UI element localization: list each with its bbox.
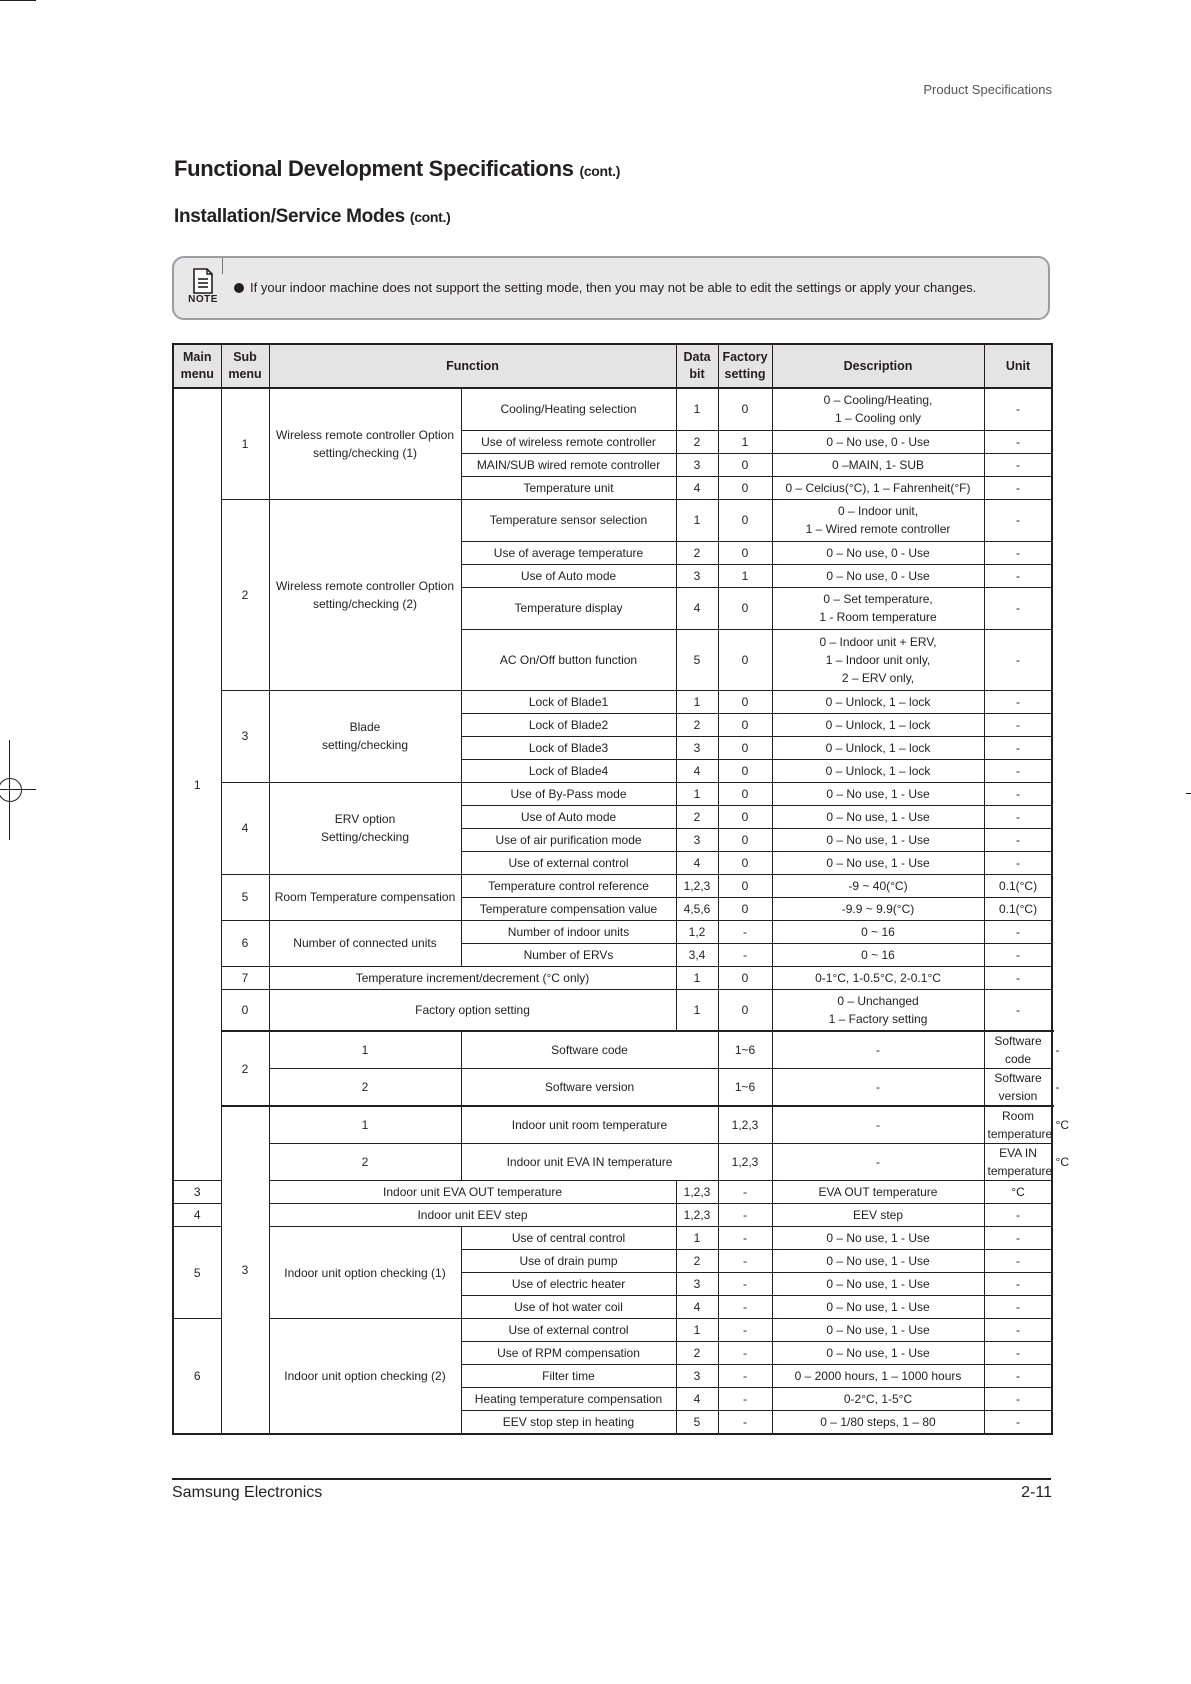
description-cell: 0 – No use, 1 - Use (772, 1227, 984, 1250)
header-data-bit: Data bit (676, 344, 718, 388)
data-bit-cell: 1~6 (718, 1031, 772, 1069)
description-cell: 0 – No use, 1 - Use (772, 851, 984, 874)
function-group-cell: Indoor unit option checking (2) (269, 1319, 461, 1434)
description-cell: EVA IN temperature (984, 1144, 1052, 1181)
factory-setting-cell: 0 (718, 966, 772, 989)
table-row (173, 1227, 1052, 1250)
data-bit-cell: 2 (676, 1342, 718, 1365)
data-bit-cell: 4 (676, 759, 718, 782)
table-row (173, 1204, 1052, 1227)
page-title-text: Functional Development Specifications (174, 156, 574, 181)
unit-cell: - (984, 453, 1052, 476)
function-item-cell: Use of Auto mode (461, 564, 676, 587)
unit-cell: - (984, 851, 1052, 874)
data-bit-cell: 1,2,3 (718, 1106, 772, 1144)
description-cell: 0 – Unlock, 1 – lock (772, 690, 984, 713)
sub-menu-cell: 4 (173, 1204, 221, 1227)
unit-cell: - (984, 966, 1052, 989)
spec-table (172, 343, 1069, 1435)
unit-cell: - (984, 736, 1052, 759)
function-group-cell: Wireless remote controller Option setting/checking (1) (269, 388, 461, 499)
factory-setting-cell: 0 (718, 897, 772, 920)
factory-setting-cell: - (718, 1411, 772, 1434)
unit-cell: - (984, 1342, 1052, 1365)
description-cell: -9.9 ~ 9.9(°C) (772, 897, 984, 920)
header-unit: Unit (984, 344, 1052, 388)
data-bit-cell: 1 (676, 782, 718, 805)
table-row: 2 1 Software code 1~6 - Software code - (173, 1031, 1052, 1069)
table-row: 3 1 Indoor unit room temperature 1,2,3 - Room temperature °C (173, 1106, 1052, 1144)
unit-cell: - (984, 1227, 1052, 1250)
function-cell: Temperature increment/decrement (°C only) (269, 966, 676, 989)
description-cell: 0 – 2000 hours, 1 – 1000 hours (772, 1365, 984, 1388)
unit-cell: - (984, 782, 1052, 805)
sub-menu-cell: 1 (269, 1106, 461, 1144)
data-bit-cell: 3,4 (676, 943, 718, 966)
description-cell: 0 ~ 16 (772, 920, 984, 943)
function-item-cell: Use of average temperature (461, 541, 676, 564)
factory-setting-cell: 0 (718, 587, 772, 629)
sub-menu-cell: 6 (173, 1319, 221, 1434)
description-cell: 0 – No use, 0 - Use (772, 430, 984, 453)
function-item-cell: MAIN/SUB wired remote controller (461, 453, 676, 476)
factory-setting-cell: - (718, 1388, 772, 1411)
factory-setting-cell: 0 (718, 453, 772, 476)
description-cell: 0 – Celcius(°C), 1 – Fahrenheit(°F) (772, 476, 984, 499)
table-row (173, 1181, 1052, 1204)
function-cell: Indoor unit room temperature (461, 1106, 718, 1144)
factory-setting-cell: - (718, 1365, 772, 1388)
unit-cell: - (984, 920, 1052, 943)
main-menu-cell: 3 (221, 1106, 269, 1434)
sub-menu-cell: 2 (269, 1069, 461, 1107)
function-cell: Factory option setting (269, 989, 676, 1031)
data-bit-cell: 2 (676, 430, 718, 453)
sub-menu-cell: 7 (221, 966, 269, 989)
function-item-cell: Lock of Blade1 (461, 690, 676, 713)
data-bit-cell: 5 (676, 629, 718, 690)
unit-cell: - (984, 476, 1052, 499)
data-bit-cell: 1,2,3 (718, 1144, 772, 1181)
unit-cell: - (984, 1250, 1052, 1273)
section-title (174, 206, 451, 228)
registration-mark (0, 740, 36, 840)
description-cell: 0 –MAIN, 1- SUB (772, 453, 984, 476)
description-cell: Room temperature (984, 1106, 1052, 1144)
unit-cell: - (984, 1296, 1052, 1319)
unit-cell: - (984, 1273, 1052, 1296)
data-bit-cell: 4,5,6 (676, 897, 718, 920)
data-bit-cell: 2 (676, 713, 718, 736)
description-cell: 0 – Unlock, 1 – lock (772, 713, 984, 736)
unit-cell: - (984, 629, 1052, 690)
unit-cell: - (984, 587, 1052, 629)
data-bit-cell: 3 (676, 1365, 718, 1388)
header-description: Description (772, 344, 984, 388)
data-bit-cell: 4 (676, 1388, 718, 1411)
factory-setting-cell: 0 (718, 759, 772, 782)
function-item-cell: Number of indoor units (461, 920, 676, 943)
function-cell: Software code (461, 1031, 718, 1069)
table-header-row (173, 344, 1052, 388)
function-cell: Indoor unit EVA OUT temperature (269, 1181, 676, 1204)
function-item-cell: Use of Auto mode (461, 805, 676, 828)
description-cell (772, 499, 984, 541)
function-item-cell: Temperature unit (461, 476, 676, 499)
function-item-cell: Use of central control (461, 1227, 676, 1250)
factory-setting-cell: - (772, 1031, 984, 1069)
function-item-cell: Lock of Blade4 (461, 759, 676, 782)
description-cell: 0 – No use, 0 - Use (772, 541, 984, 564)
factory-setting-cell: - (772, 1106, 984, 1144)
factory-setting-cell: - (718, 943, 772, 966)
unit-cell: - (984, 1388, 1052, 1411)
description-cell: 0 – Unlock, 1 – lock (772, 736, 984, 759)
description-line: 1 – Factory setting (828, 1011, 928, 1026)
description-cell: 0 – No use, 1 - Use (772, 1273, 984, 1296)
unit-cell: - (984, 1411, 1052, 1434)
sub-menu-cell: 5 (221, 874, 269, 920)
description-cell: 0-2°C, 1-5°C (772, 1388, 984, 1411)
function-item-cell: Filter time (461, 1365, 676, 1388)
unit-cell: - (984, 1365, 1052, 1388)
description-cell: Software version (984, 1069, 1052, 1107)
unit-cell: - (984, 690, 1052, 713)
factory-setting-cell: - (718, 1342, 772, 1365)
factory-setting-cell: 0 (718, 499, 772, 541)
sub-menu-cell: 4 (221, 782, 269, 874)
function-group-cell (269, 782, 461, 874)
note-divider (222, 258, 223, 274)
function-group-line: Blade (349, 720, 381, 734)
sub-menu-cell: 5 (173, 1227, 221, 1319)
description-line: 0 – Cooling/Heating, (823, 393, 933, 408)
factory-setting-cell: - (718, 1250, 772, 1273)
table-row (173, 920, 1052, 943)
function-item-cell: Cooling/Heating selection (461, 388, 676, 430)
data-bit-cell: 2 (676, 1250, 718, 1273)
table-row: 2 Software version 1~6 - Software version - (173, 1069, 1052, 1107)
sub-menu-cell: 1 (221, 388, 269, 499)
factory-setting-cell: 0 (718, 541, 772, 564)
table-row (173, 989, 1052, 1031)
factory-setting-cell: 0 (718, 782, 772, 805)
sub-menu-cell: 0 (221, 989, 269, 1031)
data-bit-cell: 4 (676, 587, 718, 629)
description-cell: 0 – No use, 1 - Use (772, 1319, 984, 1342)
description-cell: 0 ~ 16 (772, 943, 984, 966)
sub-menu-cell: 6 (221, 920, 269, 966)
note-document-icon (186, 268, 220, 312)
header-sub-menu: Sub menu (221, 344, 269, 388)
function-group-cell (269, 690, 461, 782)
factory-setting-cell: - (718, 1273, 772, 1296)
function-item-cell: Use of electric heater (461, 1273, 676, 1296)
unit-cell: - (984, 805, 1052, 828)
description-cell: EVA OUT temperature (772, 1181, 984, 1204)
header-function: Function (269, 344, 676, 388)
unit-cell: - (984, 1319, 1052, 1342)
function-item-cell: Use of drain pump (461, 1250, 676, 1273)
description-line: 2 – ERV only, (841, 670, 915, 685)
function-group-cell: Wireless remote controller Option setting/checking (2) (269, 499, 461, 690)
page-number: 2-11 (1021, 1484, 1052, 1501)
page-title (174, 156, 620, 182)
unit-cell: - (984, 388, 1052, 430)
function-item-cell: Heating temperature compensation (461, 1388, 676, 1411)
factory-setting-cell: 0 (718, 828, 772, 851)
data-bit-cell: 2 (676, 541, 718, 564)
function-cell: Indoor unit EEV step (269, 1204, 676, 1227)
description-cell: -9 ~ 40(°C) (772, 874, 984, 897)
function-item-cell: Temperature control reference (461, 874, 676, 897)
unit-cell: - (984, 541, 1052, 564)
data-bit-cell: 3 (676, 1273, 718, 1296)
unit-cell: - (984, 713, 1052, 736)
unit-cell: - (984, 499, 1052, 541)
description-cell: 0 – Unlock, 1 – lock (772, 759, 984, 782)
crop-mark-right (1186, 793, 1191, 794)
description-cell: 0 – No use, 0 - Use (772, 564, 984, 587)
data-bit-cell: 1 (676, 989, 718, 1031)
data-bit-cell: 1 (676, 1319, 718, 1342)
function-item-cell: Use of external control (461, 1319, 676, 1342)
footer-rule (172, 1478, 1051, 1480)
sub-menu-cell: 3 (221, 690, 269, 782)
function-group-line: setting/checking (321, 738, 409, 752)
header-factory-setting: Factory setting (718, 344, 772, 388)
table-row (173, 388, 1052, 430)
function-group-line: Setting/checking (320, 830, 410, 844)
function-item-cell: Number of ERVs (461, 943, 676, 966)
unit-cell: °C (984, 1181, 1052, 1204)
bullet-icon (234, 283, 244, 293)
description-cell (772, 587, 984, 629)
note-label: NOTE (188, 294, 218, 305)
description-line: 0 – Unchanged (837, 993, 919, 1008)
data-bit-cell: 1,2,3 (676, 874, 718, 897)
data-bit-cell: 3 (676, 736, 718, 759)
description-cell: 0 – No use, 1 - Use (772, 782, 984, 805)
factory-setting-cell: - (718, 920, 772, 943)
section-title-text: Installation/Service Modes (174, 206, 405, 227)
factory-setting-cell: 1 (718, 430, 772, 453)
description-cell: 0-1°C, 1-0.5°C, 2-0.1°C (772, 966, 984, 989)
factory-setting-cell: 1 (718, 564, 772, 587)
function-group-line: ERV option (334, 812, 396, 826)
note-text-content: If your indoor machine does not support the setting mode, then you may not be able to edit the settings or apply your changes. (250, 280, 977, 295)
description-cell: 0 – No use, 1 - Use (772, 1296, 984, 1319)
data-bit-cell: 1,2 (676, 920, 718, 943)
function-group-cell: Indoor unit option checking (1) (269, 1227, 461, 1319)
data-bit-cell: 3 (676, 453, 718, 476)
data-bit-cell: 1 (676, 1227, 718, 1250)
data-bit-cell: 3 (676, 564, 718, 587)
description-cell (772, 989, 984, 1031)
function-item-cell: EEV stop step in heating (461, 1411, 676, 1434)
note-box (172, 256, 1050, 320)
unit-cell: - (984, 943, 1052, 966)
header-main-menu: Main menu (173, 344, 221, 388)
description-line: 1 – Indoor unit only, (825, 652, 931, 667)
factory-setting-cell: 0 (718, 736, 772, 759)
sub-menu-cell: 3 (173, 1181, 221, 1204)
unit-cell: - (984, 828, 1052, 851)
main-menu-cell: 1 (173, 388, 221, 1181)
table-row (173, 690, 1052, 713)
data-bit-cell: 1 (676, 388, 718, 430)
sub-menu-cell: 2 (221, 499, 269, 690)
crop-mark (0, 0, 36, 1)
factory-setting-cell: - (718, 1296, 772, 1319)
function-group-cell: Room Temperature compensation (269, 874, 461, 920)
data-bit-cell: 4 (676, 851, 718, 874)
function-item-cell: Lock of Blade3 (461, 736, 676, 759)
function-item-cell: Temperature display (461, 587, 676, 629)
data-bit-cell: 4 (676, 1296, 718, 1319)
data-bit-cell: 3 (676, 828, 718, 851)
factory-setting-cell: - (772, 1069, 984, 1107)
description-cell: 0 – 1/80 steps, 1 – 80 (772, 1411, 984, 1434)
footer-company: Samsung Electronics (172, 1484, 323, 1501)
function-cell: Indoor unit EVA IN temperature (461, 1144, 718, 1181)
description-line: 0 – Set temperature, (823, 592, 933, 606)
description-cell (772, 629, 984, 690)
function-cell: Software version (461, 1069, 718, 1107)
factory-setting-cell: - (772, 1144, 984, 1181)
factory-setting-cell: - (718, 1204, 772, 1227)
data-bit-cell: 1 (676, 966, 718, 989)
description-line: 0 – Indoor unit, (837, 504, 919, 518)
description-cell: 0 – No use, 1 - Use (772, 805, 984, 828)
function-item-cell: Use of air purification mode (461, 828, 676, 851)
data-bit-cell: 1,2,3 (676, 1204, 718, 1227)
table-row (173, 874, 1052, 897)
function-item-cell: Use of wireless remote controller (461, 430, 676, 453)
table-row (173, 782, 1052, 805)
data-bit-cell: 1~6 (718, 1069, 772, 1107)
factory-setting-cell: 0 (718, 805, 772, 828)
table-row (173, 1319, 1052, 1342)
main-menu-cell: 2 (221, 1031, 269, 1106)
factory-setting-cell: 0 (718, 629, 772, 690)
data-bit-cell: 5 (676, 1411, 718, 1434)
data-bit-cell: 1 (676, 690, 718, 713)
description-cell: 0 – No use, 1 - Use (772, 1342, 984, 1365)
function-item-cell: AC On/Off button function (461, 629, 676, 690)
description-line: 0 – Indoor unit + ERV, (819, 634, 937, 649)
factory-setting-cell: - (718, 1319, 772, 1342)
function-item-cell: Use of RPM compensation (461, 1342, 676, 1365)
unit-cell: 0.1(°C) (984, 897, 1052, 920)
description-cell: EEV step (772, 1204, 984, 1227)
factory-setting-cell: 0 (718, 851, 772, 874)
function-item-cell: Use of By-Pass mode (461, 782, 676, 805)
description-line: 1 – Cooling only (834, 411, 922, 426)
factory-setting-cell: 0 (718, 713, 772, 736)
description-cell: 0 – No use, 1 - Use (772, 1250, 984, 1273)
data-bit-cell: 2 (676, 805, 718, 828)
table-row (173, 499, 1052, 541)
section-title-suffix: (cont.) (409, 209, 451, 225)
factory-setting-cell: 0 (718, 874, 772, 897)
unit-cell: - (984, 759, 1052, 782)
sub-menu-cell: 2 (269, 1144, 461, 1181)
description-cell: Software code (984, 1031, 1052, 1069)
factory-setting-cell: - (718, 1227, 772, 1250)
table-row: 2 Indoor unit EVA IN temperature 1,2,3 - EVA IN temperature °C (173, 1144, 1052, 1181)
description-line: 1 – Wired remote controller (805, 522, 951, 536)
factory-setting-cell: 0 (718, 690, 772, 713)
unit-cell: - (984, 1204, 1052, 1227)
unit-cell: - (984, 564, 1052, 587)
description-cell (772, 388, 984, 430)
unit-cell: 0.1(°C) (984, 874, 1052, 897)
table-row (173, 966, 1052, 989)
function-group-cell: Number of connected units (269, 920, 461, 966)
note-text (234, 280, 976, 295)
function-item-cell: Use of external control (461, 851, 676, 874)
running-header: Product Specifications (923, 82, 1052, 97)
sub-menu-cell: 1 (269, 1031, 461, 1069)
page-title-suffix: (cont.) (579, 163, 621, 179)
unit-cell: - (984, 989, 1052, 1031)
unit-cell: - (984, 430, 1052, 453)
function-item-cell: Lock of Blade2 (461, 713, 676, 736)
factory-setting-cell: 0 (718, 476, 772, 499)
description-line: 1 - Room temperature (819, 610, 937, 624)
function-item-cell: Use of hot water coil (461, 1296, 676, 1319)
function-item-cell: Temperature compensation value (461, 897, 676, 920)
factory-setting-cell: - (718, 1181, 772, 1204)
data-bit-cell: 1,2,3 (676, 1181, 718, 1204)
function-item-cell: Temperature sensor selection (461, 499, 676, 541)
data-bit-cell: 4 (676, 476, 718, 499)
data-bit-cell: 1 (676, 499, 718, 541)
description-cell: 0 – No use, 1 - Use (772, 828, 984, 851)
factory-setting-cell: 0 (718, 989, 772, 1031)
factory-setting-cell: 0 (718, 388, 772, 430)
